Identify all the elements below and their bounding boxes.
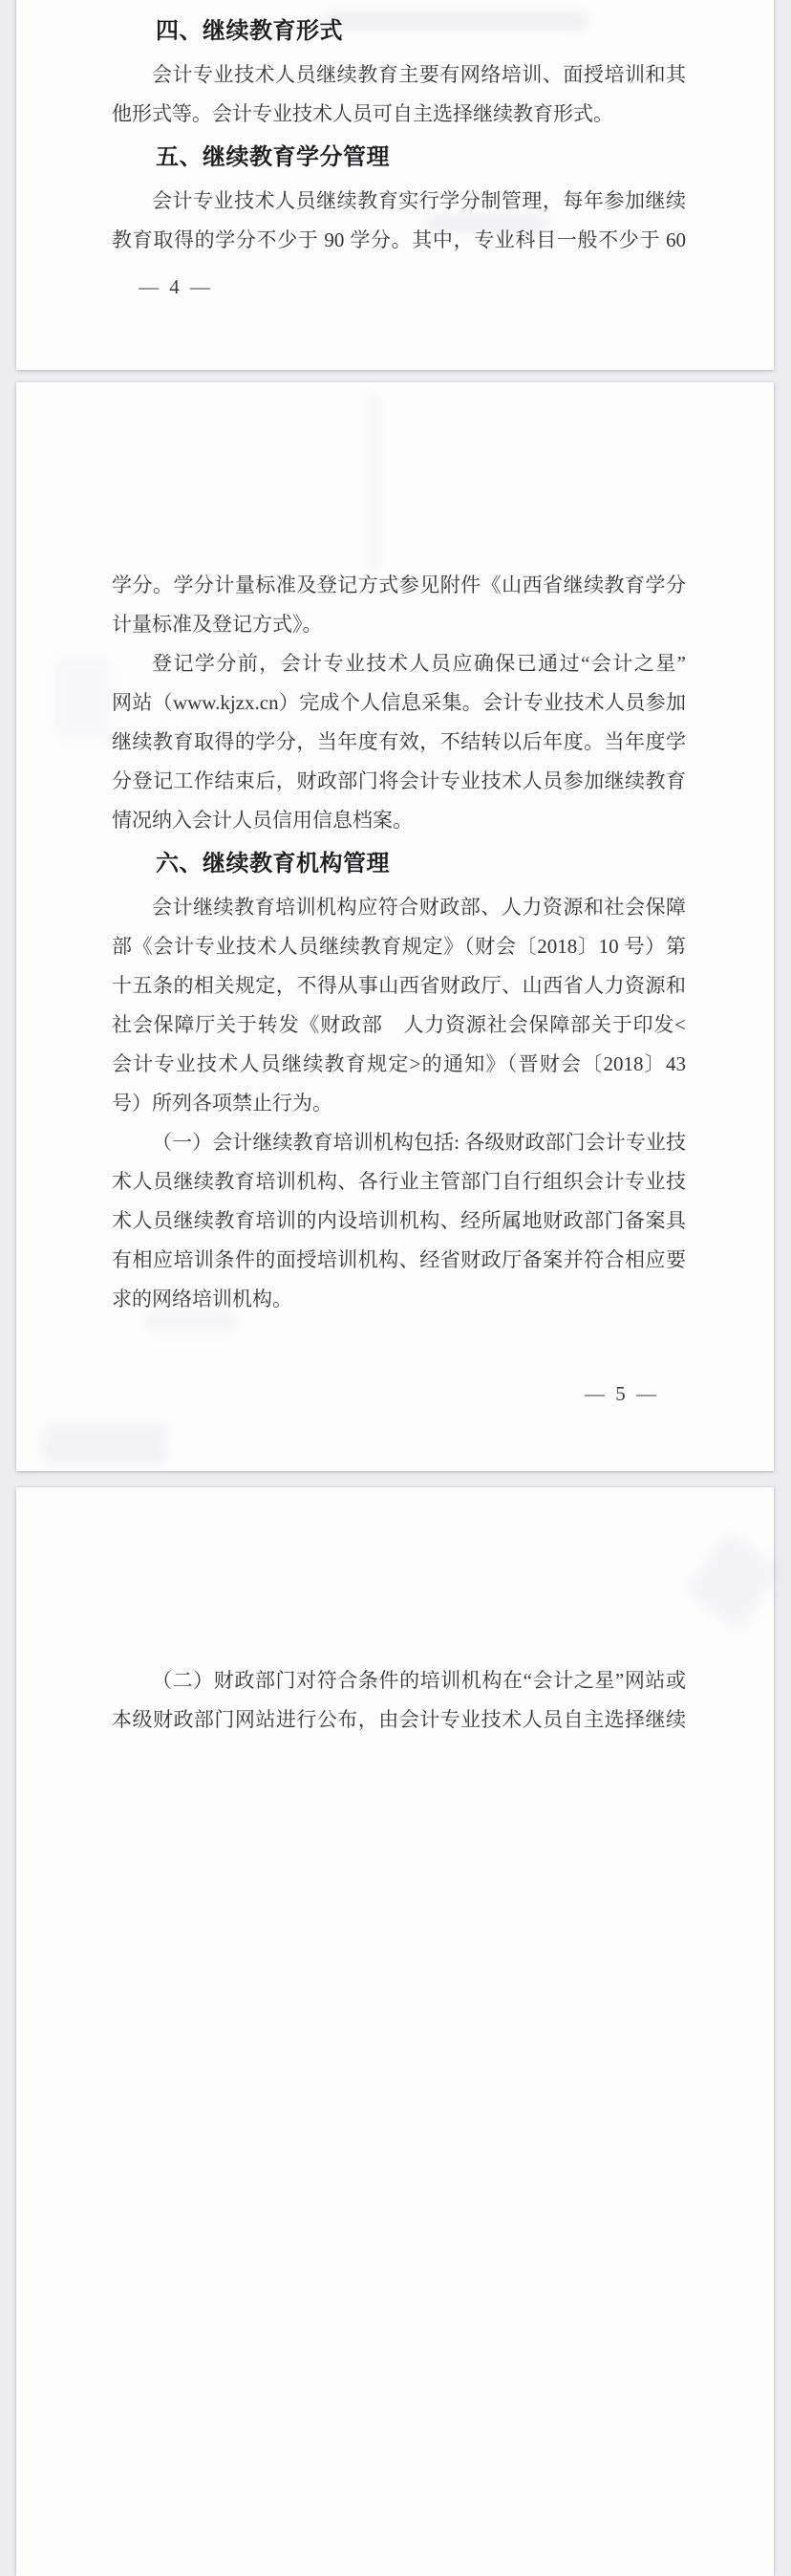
text-line: 会计继续教育培训机构应符合财政部、人力资源和社会保障 (152, 896, 686, 919)
text-line: 十五条的相关规定，不得从事山西省财政厅、山西省人力资源和 (112, 974, 686, 997)
text-line: 术人员继续教育培训的内设培训机构、经所属地财政部门备案具 (112, 1209, 686, 1232)
bleed-through-mark (54, 658, 112, 739)
text-line: 会计专业技术人员继续教育主要有网络培训、面授培训和其 (152, 63, 686, 86)
section-heading: 五、继续教育学分管理 (156, 144, 390, 170)
page-number: — 5 — (585, 1382, 659, 1405)
text-line: 会计专业技术人员继续教育规定>的通知》（晋财会〔2018〕43 (112, 1052, 686, 1075)
text-line: 有相应培训条件的面授培训机构、经省财政厅备案并符合相应要 (112, 1248, 686, 1271)
text-line: 网站（www.kjzx.cn）完成个人信息采集。会计专业技术人员参加 (112, 691, 686, 714)
text-line: 学分。学分计量标准及登记方式参见附件《山西省继续教育学分 (112, 574, 686, 596)
section-heading: 六、继续教育机构管理 (156, 851, 390, 877)
text-line: 部《会计专业技术人员继续教育规定》（财会〔2018〕10 号）第 (112, 935, 686, 958)
document-page-6 (16, 1487, 774, 2576)
page-5-text (112, 566, 686, 1319)
bleed-through-mark (368, 392, 379, 574)
text-line: 本级财政部门网站进行公布，由会计专业技术人员自主选择继续 (112, 1708, 686, 1731)
document-page-5 (16, 382, 774, 1471)
text-line: 术人员继续教育培训机构、各行业主管部门自行组织会计专业技 (112, 1170, 686, 1193)
text-line: 计量标准及登记方式》。 (112, 613, 323, 636)
text-line: 号）所列各项禁止行为。 (112, 1092, 332, 1115)
text-line: 登记学分前，会计专业技术人员应确保已通过“会计之星” (152, 652, 686, 675)
section-heading: 四、继续教育形式 (156, 18, 343, 44)
bleed-through-mark (684, 1530, 784, 1633)
text-line: 求的网络培训机构。 (112, 1288, 292, 1310)
text-line: 会计专业技术人员继续教育实行学分制管理，每年参加继续 (152, 189, 686, 212)
document-page-4 (16, 0, 774, 370)
page-4-text (112, 8, 686, 260)
bleed-through-mark (43, 1422, 167, 1464)
text-line: 情况纳入会计人员信用信息档案。 (112, 809, 413, 832)
page-number: — 4 — (139, 275, 213, 298)
text-line: 分登记工作结束后，财政部门将会计专业技术人员参加继续教育 (112, 769, 686, 792)
text-line: 教育取得的学分不少于 90 学分。其中，专业科目一般不少于 60 (112, 228, 686, 251)
text-line: （一）会计继续教育培训机构包括: 各级财政部门会计专业技 (152, 1131, 686, 1154)
page-6-text (112, 1661, 686, 1740)
text-line: 社会保障厅关于转发《财政部 人力资源社会保障部关于印发< (112, 1013, 686, 1036)
text-line: 继续教育取得的学分，当年度有效，不结转以后年度。当年度学 (112, 730, 686, 753)
text-line: 他形式等。会计专业技术人员可自主选择继续教育形式。 (112, 102, 613, 125)
text-line: （二）财政部门对符合条件的培训机构在“会计之星”网站或 (152, 1669, 686, 1692)
